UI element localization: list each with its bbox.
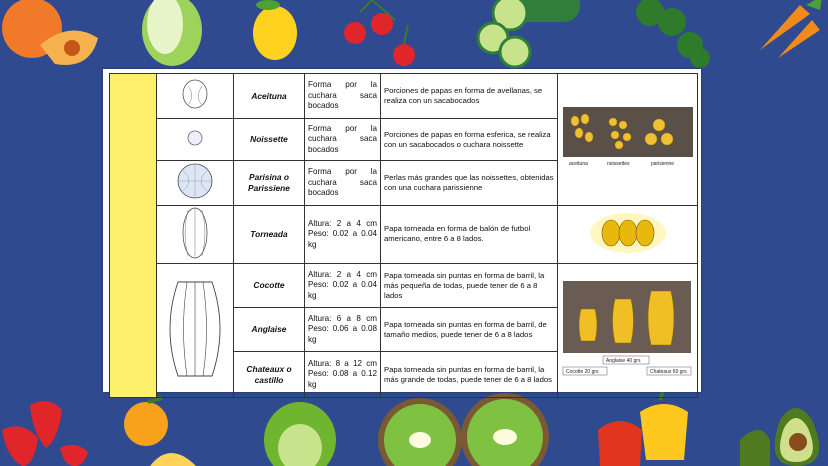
cut-detail: Papa torneada en forma de balón de futbol americano, entre 6 a 8 lados. [381,205,558,264]
cherries-icon [344,0,415,66]
yellow-column [110,74,157,398]
photo-torneada [558,205,698,264]
table-row [110,74,698,119]
table-row [110,264,698,308]
photo-label: Anglaise 40 grs [605,357,640,364]
cut-description: Altura: 2 a 4 cm Peso: 0.02 a 0.04 kg [305,264,381,308]
potato-cuts-table [109,73,698,398]
photo-label: noissettes [606,160,630,167]
carrot-icon [760,0,822,58]
cut-detail: Papa torneada sin puntas en forma de barril, la más grande de todas, puede tener de 6 a 8 lados [381,352,558,398]
peach-icon [2,0,98,65]
photo-spheres [558,74,698,206]
cut-name: Cocotte [234,264,305,308]
cut-description: Altura: 2 a 4 cm Peso: 0.02 a 0.04 kg [305,205,381,264]
orange-icon [124,398,196,466]
lemon-icon [253,0,297,60]
cut-description: Forma por la cuchara saca bocados [305,74,381,119]
cut-name: Anglaise [234,308,305,352]
noissette-sketch [157,119,234,161]
broccoli-icon [636,0,710,68]
kiwi-icon [378,393,549,466]
avocado-icon [740,408,819,466]
cut-name: Aceituna [234,74,305,119]
photo-label: aceituna [568,160,588,167]
parisina-sketch [157,161,234,206]
table-row [110,205,698,264]
photo-label: Cocotte 20 grs [565,368,599,375]
photo-label: Chateaux 60 grs [649,368,687,375]
cut-name: Torneada [234,205,305,264]
cut-description: Altura: 6 a 8 cm Peso: 0.06 a 0.08 kg [305,308,381,352]
lettuce-icon [142,0,202,66]
barrel-sketch [157,264,234,398]
cabbage-icon [264,402,336,466]
cut-detail: Papa torneada sin puntas en forma de barril, la más pequeña de todas, puede tener de 6 a 8 lados [381,264,558,308]
cut-name: Chateaux o castillo [234,352,305,398]
cut-detail: Papa torneada sin puntas en forma de barril, de tamaño medios, puede tener de 6 a 8 lados [381,308,558,352]
pepper-icon [598,388,688,466]
cut-detail: Perlas más grandes que las noissettes, obtenidas con una cuchara parissienne [381,161,558,206]
cut-name: Parisina o Parissiene [234,161,305,206]
photo-label: parisienne [650,160,674,167]
torneada-sketch [157,205,234,264]
cut-detail: Porciones de papas en forma esferica, se realiza con un sacabocados o cuchara noissette [381,119,558,161]
aceituna-sketch [157,74,234,119]
cut-description: Forma por la cuchara saca bocados [305,119,381,161]
cut-description: Forma por la cuchara saca bocados [305,161,381,206]
cut-detail: Porciones de papas en forma de avellanas, se realiza con un sacabocados [381,74,558,119]
document-sheet [103,69,701,392]
photo-barrels [558,264,698,398]
strawberry-icon [2,401,88,466]
cut-name: Noissette [234,119,305,161]
cut-description: Altura: 8 a 12 cm Peso: 0.08 a 0.12 kg [305,352,381,398]
cucumber-icon [478,0,580,67]
